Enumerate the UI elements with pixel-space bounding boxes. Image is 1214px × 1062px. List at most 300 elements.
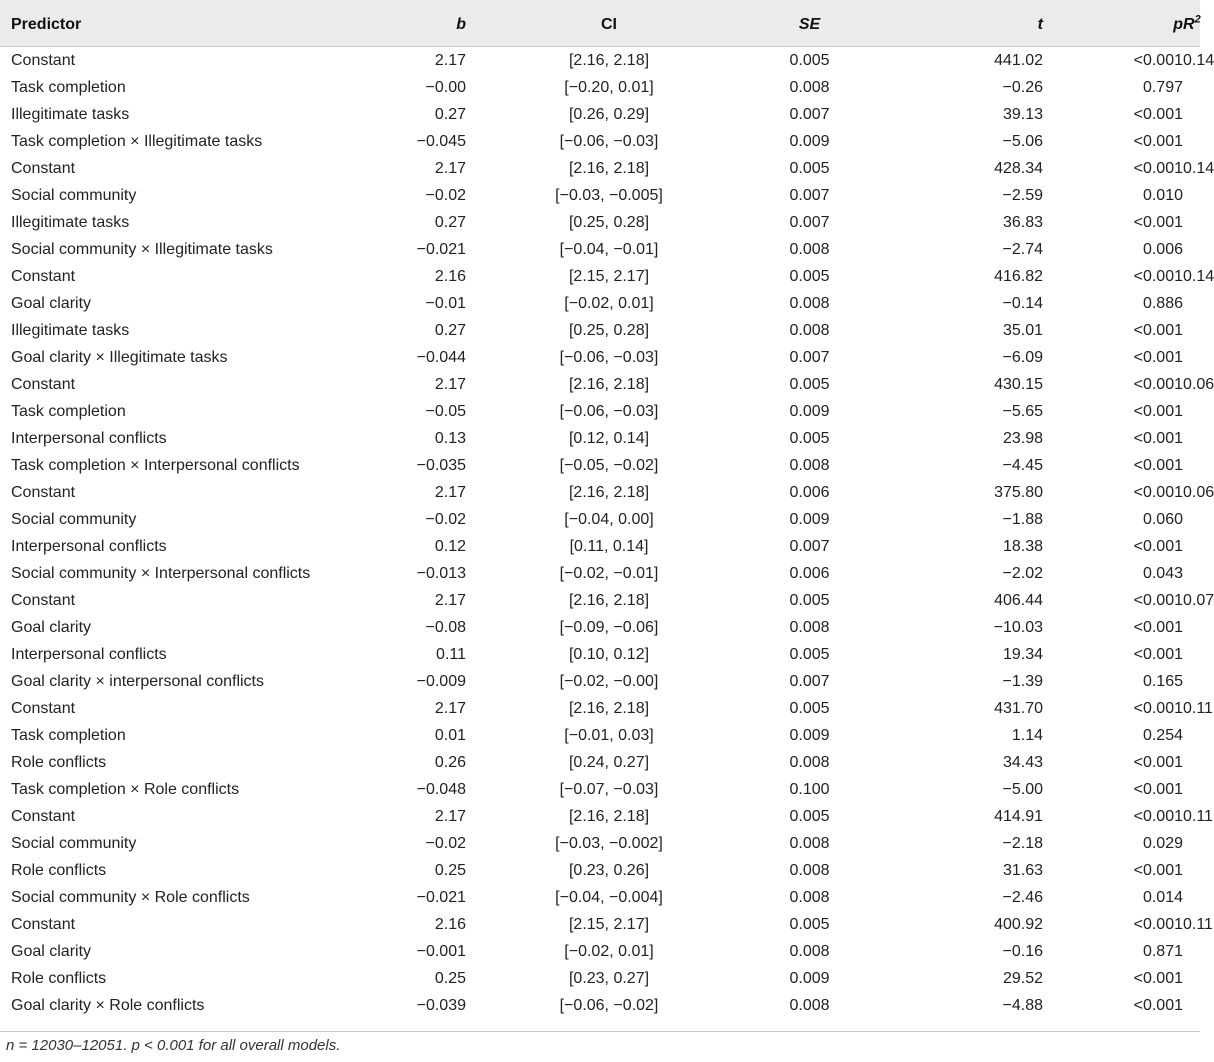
cell-ci: [−0.06, −0.03] <box>559 402 659 420</box>
table-row <box>0 452 1200 479</box>
cell-predictor: Social community × Role conflicts <box>11 888 250 906</box>
table-row <box>0 992 1200 1019</box>
cell-p: <0.001 <box>1133 699 1183 717</box>
cell-predictor: Social community <box>11 834 137 852</box>
cell-r2 <box>1183 965 1200 992</box>
cell-se: 0.007 <box>789 213 830 231</box>
cell-b: 2.16 <box>434 267 466 285</box>
table-row <box>0 479 1200 506</box>
cell-p: 0.254 <box>1142 726 1183 744</box>
cell-b: 2.17 <box>434 159 466 177</box>
cell-p: <0.001 <box>1133 915 1183 933</box>
table-row <box>0 74 1200 101</box>
cell-predictor: Constant <box>11 159 76 177</box>
table-footnote: n = 12030–12051. p < 0.001 for all overall models. <box>6 1037 341 1054</box>
cell-t: −4.45 <box>1002 456 1043 474</box>
cell-p: 0.060 <box>1142 510 1183 528</box>
cell-p: <0.001 <box>1133 132 1183 150</box>
cell-p: 0.797 <box>1142 78 1183 96</box>
cell-t: −0.26 <box>1002 78 1043 96</box>
cell-se: 0.007 <box>789 672 830 690</box>
cell-predictor: Task completion × Interpersonal conflicts <box>11 456 300 474</box>
cell-r2: 0.11 <box>1183 915 1213 933</box>
cell-r2: 0.11 <box>1183 807 1213 825</box>
cell-r2 <box>1183 74 1200 101</box>
cell-ci: [2.16, 2.18] <box>568 807 650 825</box>
cell-p: <0.001 <box>1133 267 1183 285</box>
cell-p: <0.001 <box>1133 969 1183 987</box>
cell-t: −2.59 <box>1002 186 1043 204</box>
cell-ci: [−0.03, −0.002] <box>555 834 663 852</box>
table-row <box>0 641 1200 668</box>
cell-b: −0.08 <box>425 618 466 636</box>
regression-table <box>0 4 1214 1019</box>
cell-ci: [−0.20, 0.01] <box>564 78 654 96</box>
cell-r2 <box>1183 668 1200 695</box>
cell-se: 0.100 <box>789 780 830 798</box>
cell-r2: 0.07 <box>1183 591 1214 609</box>
cell-p: <0.001 <box>1133 213 1183 231</box>
cell-predictor: Task completion × Illegitimate tasks <box>11 132 263 150</box>
cell-t: 19.34 <box>1002 645 1043 663</box>
cell-r2: 0.06 <box>1183 375 1214 393</box>
table-row <box>0 668 1200 695</box>
cell-t: −5.00 <box>1002 780 1043 798</box>
cell-predictor: Constant <box>11 375 76 393</box>
cell-p: <0.001 <box>1133 996 1183 1014</box>
cell-t: 35.01 <box>1002 321 1043 339</box>
cell-b: −0.045 <box>416 132 466 150</box>
table-row <box>0 911 1200 938</box>
cell-p: 0.886 <box>1142 294 1183 312</box>
cell-t: −0.14 <box>1002 294 1043 312</box>
cell-t: −6.09 <box>1002 348 1043 366</box>
cell-b: −0.013 <box>416 564 466 582</box>
cell-p: <0.001 <box>1133 645 1183 663</box>
bottom-rule <box>0 1031 1200 1032</box>
cell-t: 431.70 <box>994 699 1043 717</box>
cell-b: 2.17 <box>434 375 466 393</box>
cell-r2 <box>1183 992 1200 1019</box>
cell-ci: [−0.01, 0.03] <box>564 726 654 744</box>
cell-ci: [−0.05, −0.02] <box>559 456 659 474</box>
cell-p: <0.001 <box>1133 456 1183 474</box>
cell-b: −0.009 <box>416 672 466 690</box>
cell-predictor: Constant <box>11 699 76 717</box>
table-row <box>0 344 1200 371</box>
table-row <box>0 830 1200 857</box>
cell-r2 <box>1183 722 1200 749</box>
cell-se: 0.009 <box>789 726 830 744</box>
cell-se: 0.008 <box>789 834 830 852</box>
cell-r2 <box>1183 884 1200 911</box>
table-row <box>0 803 1200 830</box>
cell-r2: 0.06 <box>1183 483 1214 501</box>
header-se: SE <box>798 16 821 33</box>
cell-r2: 0.14 <box>1183 51 1214 69</box>
cell-t: 414.91 <box>994 807 1043 825</box>
cell-se: 0.005 <box>789 375 830 393</box>
cell-b: −0.044 <box>416 348 466 366</box>
cell-p: <0.001 <box>1133 753 1183 771</box>
cell-t: 23.98 <box>1002 429 1043 447</box>
cell-b: −0.02 <box>425 186 466 204</box>
cell-p: <0.001 <box>1133 861 1183 879</box>
header-t: t <box>1037 16 1043 33</box>
table-row <box>0 317 1200 344</box>
cell-b: −0.001 <box>416 942 466 960</box>
cell-p: <0.001 <box>1133 537 1183 555</box>
table-row <box>0 506 1200 533</box>
cell-t: 1.14 <box>1011 726 1043 744</box>
cell-r2 <box>1183 452 1200 479</box>
cell-predictor: Task completion × Role conflicts <box>11 780 240 798</box>
cell-b: 2.17 <box>434 699 466 717</box>
cell-ci: [−0.04, −0.01] <box>559 240 659 258</box>
cell-se: 0.007 <box>789 348 830 366</box>
table-row <box>0 209 1200 236</box>
cell-se: 0.008 <box>789 294 830 312</box>
cell-se: 0.009 <box>789 132 830 150</box>
cell-se: 0.008 <box>789 996 830 1014</box>
cell-p: 0.010 <box>1142 186 1183 204</box>
header-ci: CI <box>601 16 617 33</box>
cell-se: 0.005 <box>789 807 830 825</box>
table-row <box>0 695 1200 722</box>
cell-ci: [−0.06, −0.03] <box>559 348 659 366</box>
table-row <box>0 776 1200 803</box>
cell-se: 0.008 <box>789 753 830 771</box>
table-row <box>0 182 1200 209</box>
cell-ci: [2.15, 2.17] <box>568 267 650 285</box>
cell-b: −0.048 <box>416 780 466 798</box>
cell-se: 0.005 <box>789 915 830 933</box>
cell-r2 <box>1183 290 1200 317</box>
cell-p: <0.001 <box>1133 483 1183 501</box>
header-r2-base: R <box>1183 16 1195 33</box>
cell-r2 <box>1183 830 1200 857</box>
cell-ci: [−0.02, 0.01] <box>564 942 654 960</box>
cell-r2 <box>1183 857 1200 884</box>
cell-se: 0.008 <box>789 942 830 960</box>
cell-se: 0.008 <box>789 78 830 96</box>
cell-ci: [0.24, 0.27] <box>568 753 650 771</box>
table-row <box>0 938 1200 965</box>
table-row <box>0 560 1200 587</box>
cell-predictor: Goal clarity × Illegitimate tasks <box>11 348 228 366</box>
cell-t: 441.02 <box>994 51 1043 69</box>
cell-ci: [2.16, 2.18] <box>568 591 650 609</box>
cell-predictor: Task completion <box>11 726 126 744</box>
cell-b: 0.27 <box>434 213 466 231</box>
cell-predictor: Illegitimate tasks <box>11 321 130 339</box>
cell-b: 2.17 <box>434 483 466 501</box>
cell-ci: [2.16, 2.18] <box>568 483 650 501</box>
cell-predictor: Goal clarity <box>11 618 92 636</box>
cell-p: 0.871 <box>1142 942 1183 960</box>
cell-r2 <box>1183 560 1200 587</box>
cell-b: −0.035 <box>416 456 466 474</box>
cell-t: −2.74 <box>1002 240 1043 258</box>
cell-predictor: Interpersonal conflicts <box>11 537 167 555</box>
cell-predictor: Constant <box>11 915 76 933</box>
table-row <box>0 857 1200 884</box>
cell-p: <0.001 <box>1133 321 1183 339</box>
cell-se: 0.009 <box>789 402 830 420</box>
cell-predictor: Illegitimate tasks <box>11 213 130 231</box>
cell-ci: [0.10, 0.12] <box>568 645 650 663</box>
cell-ci: [−0.04, 0.00] <box>564 510 654 528</box>
cell-predictor: Constant <box>11 51 76 69</box>
header-predictor: Predictor <box>11 16 82 33</box>
cell-se: 0.008 <box>789 321 830 339</box>
cell-b: 0.13 <box>434 429 466 447</box>
cell-t: 18.38 <box>1002 537 1043 555</box>
cell-p: <0.001 <box>1133 51 1183 69</box>
cell-t: 416.82 <box>994 267 1043 285</box>
cell-p: <0.001 <box>1133 159 1183 177</box>
cell-se: 0.008 <box>789 456 830 474</box>
header-r2 <box>1183 4 1200 47</box>
cell-predictor: Goal clarity <box>11 294 92 312</box>
table-row <box>0 155 1200 182</box>
cell-r2 <box>1183 344 1200 371</box>
cell-t: 36.83 <box>1002 213 1043 231</box>
cell-t: 430.15 <box>994 375 1043 393</box>
cell-t: 39.13 <box>1002 105 1043 123</box>
table-row <box>0 371 1200 398</box>
cell-predictor: Interpersonal conflicts <box>11 645 167 663</box>
cell-t: −1.88 <box>1002 510 1043 528</box>
table-row <box>0 965 1200 992</box>
cell-t: −10.03 <box>993 618 1043 636</box>
cell-predictor: Role conflicts <box>11 969 107 987</box>
cell-predictor: Illegitimate tasks <box>11 105 130 123</box>
cell-t: −4.88 <box>1002 996 1043 1014</box>
cell-b: 0.12 <box>434 537 466 555</box>
cell-t: 400.92 <box>994 915 1043 933</box>
cell-b: −0.02 <box>425 510 466 528</box>
cell-r2 <box>1183 101 1200 128</box>
cell-t: 29.52 <box>1002 969 1043 987</box>
cell-se: 0.006 <box>789 483 830 501</box>
table-row <box>0 425 1200 452</box>
cell-ci: [−0.04, −0.004] <box>555 888 663 906</box>
cell-b: −0.02 <box>425 834 466 852</box>
header-b: b <box>456 16 466 33</box>
cell-ci: [2.15, 2.17] <box>568 915 650 933</box>
cell-se: 0.007 <box>789 105 830 123</box>
cell-b: −0.05 <box>425 402 466 420</box>
cell-se: 0.008 <box>789 861 830 879</box>
cell-ci: [0.12, 0.14] <box>568 429 650 447</box>
table-row <box>0 884 1200 911</box>
cell-b: 0.01 <box>434 726 466 744</box>
table-row <box>0 533 1200 560</box>
cell-r2 <box>1183 236 1200 263</box>
cell-r2 <box>1183 182 1200 209</box>
cell-p: 0.029 <box>1142 834 1183 852</box>
cell-se: 0.009 <box>789 969 830 987</box>
cell-predictor: Social community <box>11 186 137 204</box>
cell-b: 0.26 <box>434 753 466 771</box>
cell-predictor: Task completion <box>11 402 126 420</box>
cell-t: 406.44 <box>994 591 1043 609</box>
cell-ci: [0.11, 0.14] <box>569 537 649 555</box>
cell-b: −0.021 <box>416 240 466 258</box>
cell-predictor: Social community × Interpersonal conflicts <box>11 564 311 582</box>
cell-p: <0.001 <box>1133 402 1183 420</box>
cell-predictor: Goal clarity <box>11 942 92 960</box>
cell-predictor: Constant <box>11 807 76 825</box>
cell-ci: [0.26, 0.29] <box>568 105 650 123</box>
cell-predictor: Role conflicts <box>11 861 107 879</box>
cell-predictor: Constant <box>11 267 76 285</box>
cell-t: −0.16 <box>1002 942 1043 960</box>
table-row <box>0 398 1200 425</box>
cell-t: −2.18 <box>1002 834 1043 852</box>
cell-se: 0.008 <box>789 618 830 636</box>
table-row <box>0 236 1200 263</box>
cell-predictor: Constant <box>11 591 76 609</box>
header-row <box>0 4 1200 47</box>
cell-t: −1.39 <box>1002 672 1043 690</box>
cell-predictor: Role conflicts <box>11 753 107 771</box>
cell-t: 428.34 <box>994 159 1043 177</box>
header-r2-superscript: 2 <box>1194 13 1201 26</box>
cell-b: 2.16 <box>434 915 466 933</box>
cell-se: 0.008 <box>789 240 830 258</box>
cell-r2: 0.14 <box>1183 159 1214 177</box>
cell-b: 0.25 <box>434 861 466 879</box>
cell-t: −5.06 <box>1002 132 1043 150</box>
table-body <box>0 47 1214 1020</box>
table-row <box>0 614 1200 641</box>
table-row <box>0 101 1200 128</box>
table-row <box>0 290 1200 317</box>
cell-r2 <box>1183 749 1200 776</box>
cell-ci: [0.25, 0.28] <box>568 213 650 231</box>
cell-ci: [−0.03, −0.005] <box>555 186 663 204</box>
cell-r2 <box>1183 398 1200 425</box>
cell-t: 31.63 <box>1002 861 1043 879</box>
cell-b: 2.17 <box>434 51 466 69</box>
cell-b: 0.27 <box>434 321 466 339</box>
cell-r2 <box>1183 533 1200 560</box>
cell-ci: [2.16, 2.18] <box>568 699 650 717</box>
cell-se: 0.005 <box>789 645 830 663</box>
cell-ci: [2.16, 2.18] <box>568 159 650 177</box>
cell-ci: [2.16, 2.18] <box>568 375 650 393</box>
cell-r2 <box>1183 128 1200 155</box>
cell-p: 0.006 <box>1142 240 1183 258</box>
cell-p: <0.001 <box>1133 429 1183 447</box>
cell-r2 <box>1183 641 1200 668</box>
cell-p: <0.001 <box>1133 375 1183 393</box>
cell-se: 0.008 <box>789 888 830 906</box>
cell-predictor: Task completion <box>11 78 126 96</box>
cell-ci: [−0.07, −0.03] <box>559 780 659 798</box>
cell-b: −0.01 <box>425 294 466 312</box>
cell-r2: 0.14 <box>1183 267 1214 285</box>
cell-t: −2.02 <box>1002 564 1043 582</box>
cell-b: −0.039 <box>416 996 466 1014</box>
table-row <box>0 128 1200 155</box>
cell-predictor: Constant <box>11 483 76 501</box>
cell-ci: [−0.02, −0.00] <box>559 672 659 690</box>
cell-se: 0.005 <box>789 267 830 285</box>
cell-ci: [−0.06, −0.03] <box>559 132 659 150</box>
cell-t: 375.80 <box>994 483 1043 501</box>
cell-b: 2.17 <box>434 591 466 609</box>
cell-t: 34.43 <box>1002 753 1043 771</box>
cell-se: 0.005 <box>789 699 830 717</box>
cell-ci: [−0.02, 0.01] <box>564 294 654 312</box>
cell-se: 0.005 <box>789 429 830 447</box>
cell-predictor: Social community <box>11 510 137 528</box>
header-p: p <box>1173 16 1183 33</box>
cell-b: 0.27 <box>434 105 466 123</box>
cell-p: <0.001 <box>1133 807 1183 825</box>
cell-b: −0.00 <box>425 78 466 96</box>
cell-p: <0.001 <box>1133 348 1183 366</box>
cell-ci: [−0.06, −0.02] <box>559 996 659 1014</box>
cell-p: 0.165 <box>1142 672 1183 690</box>
table-row <box>0 263 1200 290</box>
cell-ci: [0.25, 0.28] <box>568 321 650 339</box>
cell-r2 <box>1183 317 1200 344</box>
cell-r2 <box>1183 776 1200 803</box>
cell-predictor: Goal clarity × interpersonal conflicts <box>11 672 264 690</box>
cell-r2: 0.11 <box>1183 699 1213 717</box>
cell-se: 0.005 <box>789 159 830 177</box>
cell-se: 0.007 <box>789 537 830 555</box>
cell-r2 <box>1183 425 1200 452</box>
cell-predictor: Goal clarity × Role conflicts <box>11 996 205 1014</box>
cell-se: 0.006 <box>789 564 830 582</box>
cell-r2 <box>1183 506 1200 533</box>
cell-p: 0.043 <box>1142 564 1183 582</box>
table-row <box>0 587 1200 614</box>
cell-t: −2.46 <box>1002 888 1043 906</box>
cell-se: 0.005 <box>789 51 830 69</box>
cell-r2 <box>1183 614 1200 641</box>
cell-b: 0.25 <box>434 969 466 987</box>
cell-se: 0.007 <box>789 186 830 204</box>
cell-t: −5.65 <box>1002 402 1043 420</box>
cell-r2 <box>1183 209 1200 236</box>
cell-b: 0.11 <box>436 645 466 663</box>
cell-ci: [−0.02, −0.01] <box>559 564 659 582</box>
cell-se: 0.009 <box>789 510 830 528</box>
cell-predictor: Social community × Illegitimate tasks <box>11 240 273 258</box>
table-row <box>0 749 1200 776</box>
cell-b: 2.17 <box>434 807 466 825</box>
cell-p: <0.001 <box>1133 105 1183 123</box>
cell-r2 <box>1183 938 1200 965</box>
cell-p: <0.001 <box>1133 591 1183 609</box>
cell-p: <0.001 <box>1133 780 1183 798</box>
cell-ci: [−0.09, −0.06] <box>559 618 659 636</box>
cell-ci: [2.16, 2.18] <box>568 51 650 69</box>
cell-b: −0.021 <box>416 888 466 906</box>
cell-p: <0.001 <box>1133 618 1183 636</box>
cell-predictor: Interpersonal conflicts <box>11 429 167 447</box>
cell-p: 0.014 <box>1142 888 1183 906</box>
cell-ci: [0.23, 0.26] <box>568 861 650 879</box>
table-row <box>0 47 1200 75</box>
table-row <box>0 722 1200 749</box>
